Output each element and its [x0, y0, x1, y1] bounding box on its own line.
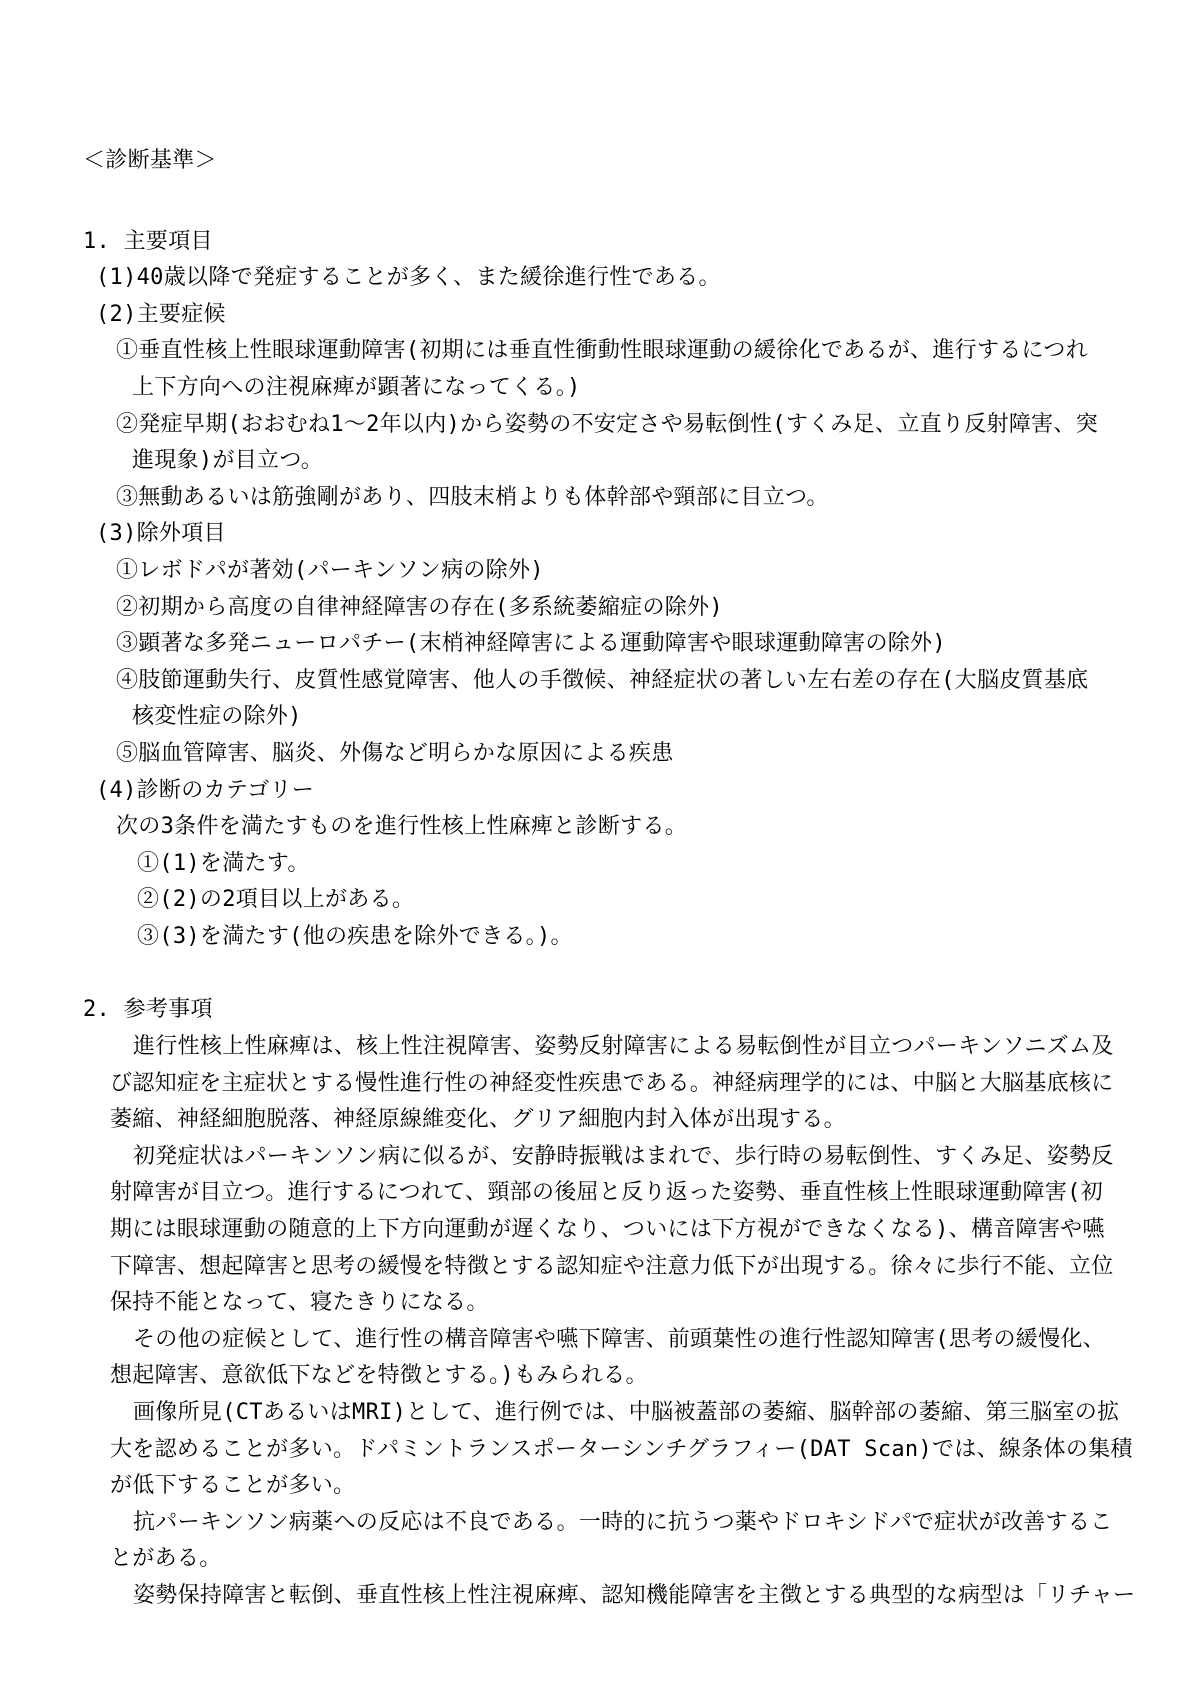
- text-line: 進行性核上性麻痺は、核上性注視障害、姿勢反射障害による易転倒性が目立つパーキンソニズム及: [133, 1034, 1114, 1060]
- text-line: 2. 参考事項: [83, 997, 213, 1023]
- text-line: ②初期から高度の自律神経障害の存在(多系統萎縮症の除外): [116, 594, 723, 620]
- text-line: が低下することが多い。: [110, 1473, 356, 1499]
- text-line: ③顕著な多発ニューロパチー(末梢神経障害による運動障害や眼球運動障害の除外): [116, 631, 946, 657]
- text-line: その他の症候として、進行性の構音障害や嚥下障害、前頭葉性の進行性認知障害(思考の緩慢化、: [133, 1326, 1106, 1352]
- text-line: 進現象)が目立つ。: [132, 448, 324, 474]
- document-body: [83, 224, 1161, 1615]
- text-line: (3)除外項目: [96, 521, 226, 547]
- text-line: (2)主要症候: [96, 301, 226, 327]
- text-line: 画像所見(CTあるいはMRI)として、進行例では、中脳被蓋部の萎縮、脳幹部の萎縮、第三脳室の拡: [133, 1400, 1120, 1425]
- text-line: ①レボドパが著効(パーキンソン病の除外): [116, 557, 544, 583]
- text-line: ③無動あるいは筋強剛があり、四肢末梢よりも体幹部や頸部に目立つ。: [116, 484, 829, 510]
- text-line: 射障害が目立つ。進行するにつれて、頸部の後屈と反り返った姿勢、垂直性核上性眼球運動障害(初: [110, 1180, 1103, 1206]
- text-line: 想起障害、意欲低下などを特徴とする。)もみられる。: [110, 1363, 648, 1389]
- text-line: 保持不能となって、寝たきりになる。: [110, 1290, 489, 1316]
- text-line: 抗パーキンソン病薬への反応は不良である。一時的に抗うつ薬やドロキシドパで症状が改善するこ: [133, 1509, 1113, 1535]
- text-line: (4)診断のカテゴリー: [96, 777, 315, 803]
- text-line: 姿勢保持障害と転倒、垂直性核上性注視麻痺、認知機能障害を主徴とする典型的な病型は「リチャー: [133, 1582, 1136, 1608]
- text-line: ③(3)を満たす(他の疾患を除外できる。)。: [137, 923, 573, 949]
- text-line: 次の3条件を満たすものを進行性核上性麻痺と診断する。: [116, 814, 688, 840]
- section-gap: [83, 955, 1161, 992]
- text-line: 大を認めることが多い。ドパミントランスポーターシンチグラフィー(DAT Scan)では、線条体の集積: [110, 1436, 1133, 1462]
- text-line: 下障害、想起障害と思考の緩慢を特徴とする認知症や注意力低下が出現する。徐々に歩行不能、立位: [110, 1253, 1114, 1279]
- text-line: 初発症状はパーキンソン病に似るが、安静時振戦はまれで、歩行時の易転倒性、すくみ足、姿勢反: [133, 1143, 1114, 1169]
- text-line: 上下方向への注視麻痺が顕著になってくる。): [132, 374, 581, 400]
- text-line: ②(2)の2項目以上がある。: [137, 887, 415, 913]
- text-line: (1)40歳以降で発症することが多く、また緩徐進行性である。: [96, 265, 721, 291]
- text-line: び認知症を主症状とする慢性進行性の神経変性疾患である。神経病理学的には、中脳と大脳基底核に: [110, 1070, 1114, 1096]
- text-line: ②発症早期(おおむね1～2年以内)から姿勢の不安定さや易転倒性(すくみ足、立直り反射障害、突: [116, 411, 1099, 437]
- text-line: 核変性症の除外): [132, 704, 302, 730]
- text-line: ⑤脳血管障害、脳炎、外傷など明らかな原因による疾患: [116, 740, 674, 766]
- document-title: ＜診断基準＞: [83, 148, 217, 173]
- text-line: 期には眼球運動の随意的上下方向運動が遅くなり、ついには下方視ができなくなる)、構音障害や嚥: [110, 1217, 1105, 1243]
- title-gap: [83, 180, 1161, 224]
- text-line: ①(1)を満たす。: [137, 850, 310, 876]
- text-line: 萎縮、神経細胞脱落、神経原線維変化、グリア細胞内封入体が出現する。: [110, 1107, 846, 1133]
- text-line: とがある。: [110, 1546, 222, 1572]
- text-line: ①垂直性核上性眼球運動障害(初期には垂直性衝動性眼球運動の緩徐化であるが、進行するにつれ: [116, 338, 1089, 364]
- text-line: ④肢節運動失行、皮質性感覚障害、他人の手徴候、神経症状の著しい左右差の存在(大脳皮質基底: [116, 667, 1089, 693]
- text-line: 1. 主要項目: [83, 228, 213, 254]
